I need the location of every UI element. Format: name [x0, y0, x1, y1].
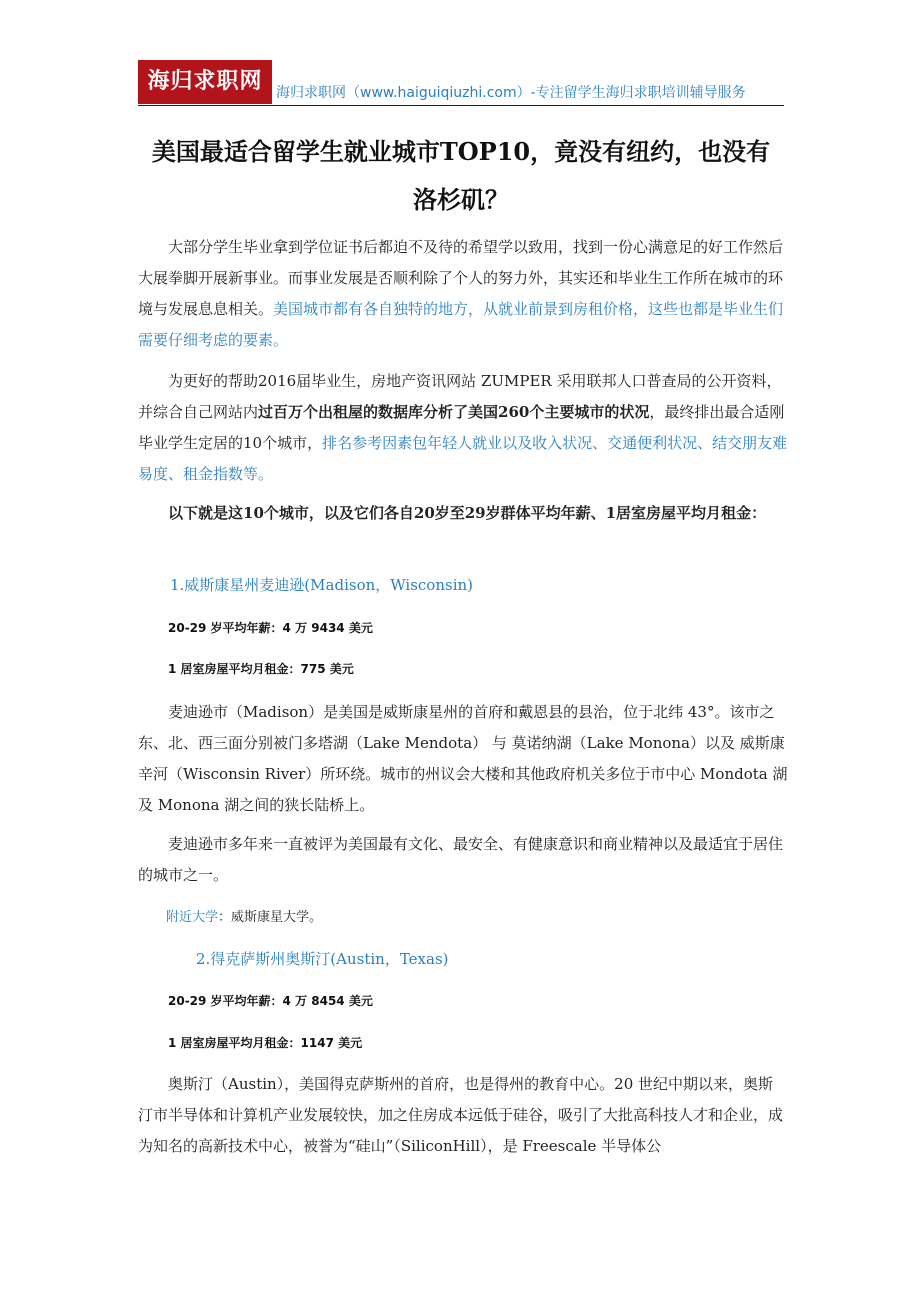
city1-note-label: 附近大学: [166, 910, 219, 925]
intro-p1-highlight: 美国城市都有各自独特的地方，从就业前景到房租价格，这些也都是毕业生们需要仔细考虑的要素。: [138, 300, 784, 349]
city2-rent: 1 居室房屋平均月租金：1147 美元: [168, 1036, 363, 1050]
city1-heading: 1.威斯康星州麦迪逊(Madison，Wisconsin): [170, 576, 474, 594]
header-divider: [138, 105, 784, 106]
site-tagline[interactable]: 海归求职网（www.haiguiqiuzhi.com）-专注留学生海归求职培训辅导服务: [276, 85, 746, 101]
city1-note-value: ：威斯康星大学。: [218, 910, 323, 925]
article-title-line2: 洛杉矶？: [413, 185, 509, 214]
city2-description-1: 奥斯汀（Austin），美国得克萨斯州的首府，也是得州的教育中心。20 世纪中期以来，奥斯汀市半导体和计算机产业发展较快，加之住房成本远低于硅谷，吸引了大批高科技人才和企业，成为知名的高新技术中心，被誉为“硅山”（SiliconHill），是 Freescale 半导体公: [138, 1075, 784, 1155]
intro-paragraph-2: [138, 366, 788, 490]
intro-paragraph-1: [138, 232, 788, 356]
city1-description-1: 麦迪逊市（Madison）是美国是威斯康星州的首府和戴恩县的县治，位于北纬 43°。该市之东、北、西三面分别被门多塔湖（Lake Mendota） 与 莫诺纳湖（Lake Monona）以及 威斯康辛河（Wisconsin River）所环绕。城市的州议会大楼和其他政府机关多位于市中心 Mondota 湖及 Monona 湖之间的狭长陆桥上。: [138, 703, 788, 814]
page-header: [138, 60, 784, 106]
city1-nearby-university: [166, 906, 322, 925]
city1-salary: 20-29 岁平均年薪：4 万 9434 美元: [168, 621, 373, 635]
city1-rent: 1 居室房屋平均月租金：775 美元: [168, 662, 354, 676]
intro-paragraph-3: 以下就是这10个城市，以及它们各自20岁至29岁群体平均年薪、1居室房屋平均月租金：: [168, 504, 767, 522]
intro-p2-text-b: ，最终排出最合适刚毕业学生定居的10个城市，: [138, 403, 785, 452]
site-logo[interactable]: 海归求职网: [138, 60, 272, 104]
city2-salary: 20-29 岁平均年薪：4 万 8454 美元: [168, 994, 373, 1008]
intro-p1-text: 大部分学生毕业拿到学位证书后都迫不及待的希望学以致用，找到一份心满意足的好工作然后大展拳脚开展新事业。而事业发展是否顺利除了个人的努力外，其实还和毕业生工作所在城市的环境与发展息息相关。: [138, 238, 784, 318]
intro-p2-text-a: 为更好的帮助2016届毕业生，房地产资讯网站 ZUMPER 采用联邦人口普查局的公开资料，并综合自己网站内: [138, 372, 782, 421]
city1-description-2: 麦迪逊市多年来一直被评为美国最有文化、最安全、有健康意识和商业精神以及最适宜于居住的城市之一。: [138, 835, 784, 884]
intro-p2-bold: 过百万个出租屋的数据库分析了美国260个主要城市的状况: [258, 403, 650, 421]
city2-heading: 2.得克萨斯州奥斯汀(Austin，Texas): [196, 950, 449, 968]
article-title-line1: 美国最适合留学生就业城市TOP10，竟没有纽约，也没有: [151, 137, 771, 166]
intro-p2-highlight: 排名参考因素包年轻人就业以及收入状况、交通便利状况、结交朋友难易度、租金指数等。: [138, 434, 788, 483]
